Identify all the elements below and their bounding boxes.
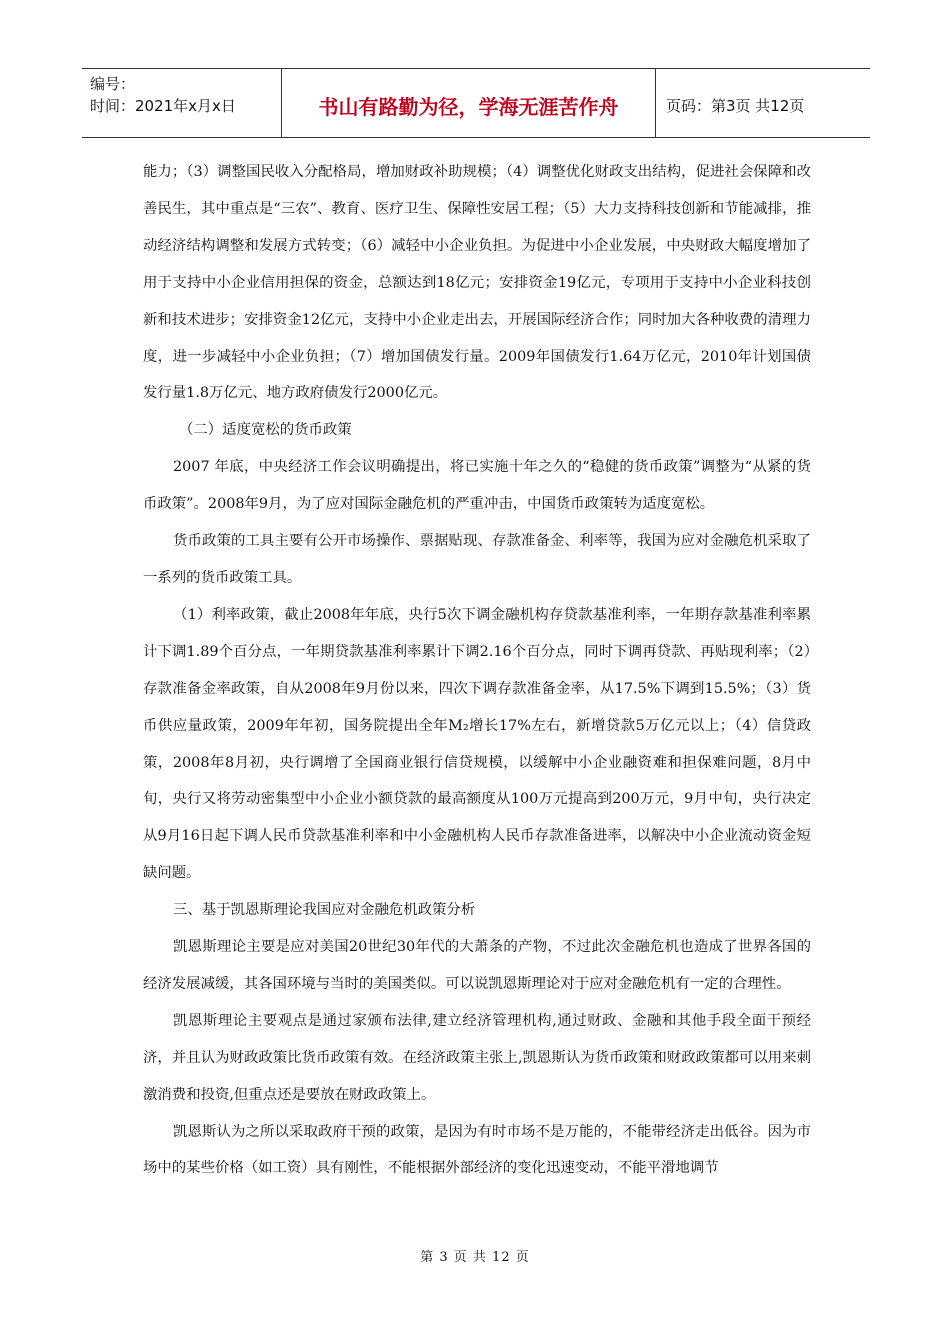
paragraph: 凯恩斯理论主要观点是通过家颁布法律,建立经济管理机构,通过财政、金融和其他手段全面干预经济，并且认为财政政策比货币政策有效。在经济政策主张上,凯恩斯认为货币政策和财政政策都可以用来刺激消费和投资,但重点还是要放在财政政策上。	[143, 1012, 811, 1103]
section-heading: 三、基于凯恩斯理论我国应对金融危机政策分析	[173, 902, 476, 919]
page-footer: 第 3 页 共 12 页	[420, 1250, 530, 1265]
paragraph: 凯恩斯理论主要是应对美国20世纪30年代的大萧条的产物，不过此次金融危机也造成了世界各国的经济发展减缓，其各国环境与当时的美国类似。可以说凯恩斯理论对于应对金融危机有一定的合理性。	[143, 939, 811, 992]
page-header	[82, 68, 870, 138]
paragraph: 货币政策的工具主要有公开市场操作、票据贴现、存款准备金、利率等，我国为应对金融危机采取了一系列的货币政策工具。	[143, 533, 811, 586]
doc-date-label: 时间：2021年x月x日	[90, 97, 236, 115]
doc-number-label: 编号：	[90, 75, 136, 93]
paragraph: （1）利率政策，截止2008年年底，央行5次下调金融机构存贷款基准利率，一年期存款基准利率累计下调1.89个百分点，一年期贷款基准利率累计下调2.16个百分点，同时下调再贷款、再贴现利率；（2）存款准备金率政策，自从2008年9月份以来，四次下调存款准备金率，从17.5%下调到15.5%；（3）货币供应量政策，2009年年初，国务院提出全年M₂增长17%左右，新增贷款5万亿元以上；（4）信贷政策，2008年8月初，央行调增了全国商业银行信贷规模，以缓解中小企业融资难和担保难问题，8月中旬，央行又将劳动密集型中小企业小额贷款的最高额度从100万元提高到200万元，9月中旬，央行决定从9月16日起下调人民币贷款基准利率和中小金融机构人民币存款准备进率，以解决中小企业流动资金短缺问题。	[143, 606, 811, 882]
paragraph: 凯恩斯认为之所以采取政府干预的政策，是因为有时市场不是万能的，不能带经济走出低谷。因为市场中的某些价格（如工资）具有刚性，不能根据外部经济的变化迅速变动，不能平滑地调节	[143, 1123, 811, 1177]
header-meta	[82, 69, 282, 137]
section-heading: （二）适度宽松的货币政策	[179, 422, 352, 439]
paragraph: 2007 年底，中央经济工作会议明确提出，将已实施十年之久的“稳健的货币政策”调整为“从紧的货币政策”。2008年9月，为了应对国际金融危机的严重冲击，中国货币政策转为适度宽松。	[143, 459, 811, 513]
header-motto: 书山有路勤为径，学海无涯苦作舟	[282, 69, 656, 137]
document-body	[143, 154, 811, 1187]
header-page-info: 页码：第3页 共12页	[666, 96, 805, 115]
paragraph: 能力；（3）调整国民收入分配格局，增加财政补助规模；（4）调整优化财政支出结构，促进社会保障和改善民生，其中重点是“三农”、教育、医疗卫生、保障性安居工程；（5）大力支持科技创新和节能减排，推动经济结构调整和发展方式转变；（6）减轻中小企业负担。为促进中小企业发展，中央财政大幅度增加了用于支持中小企业信用担保的资金，总额达到18亿元；安排资金19亿元，专项用于支持中小企业科技创新和技术进步；安排资金12亿元，支持中小企业走出去，开展国际经济合作；同时加大各种收费的清理力度，进一步减轻中小企业负担；（7）增加国债发行量。2009年国债发行1.64万亿元，2010年计划国债发行量1.8万亿元、地方政府债发行2000亿元。	[143, 164, 811, 402]
